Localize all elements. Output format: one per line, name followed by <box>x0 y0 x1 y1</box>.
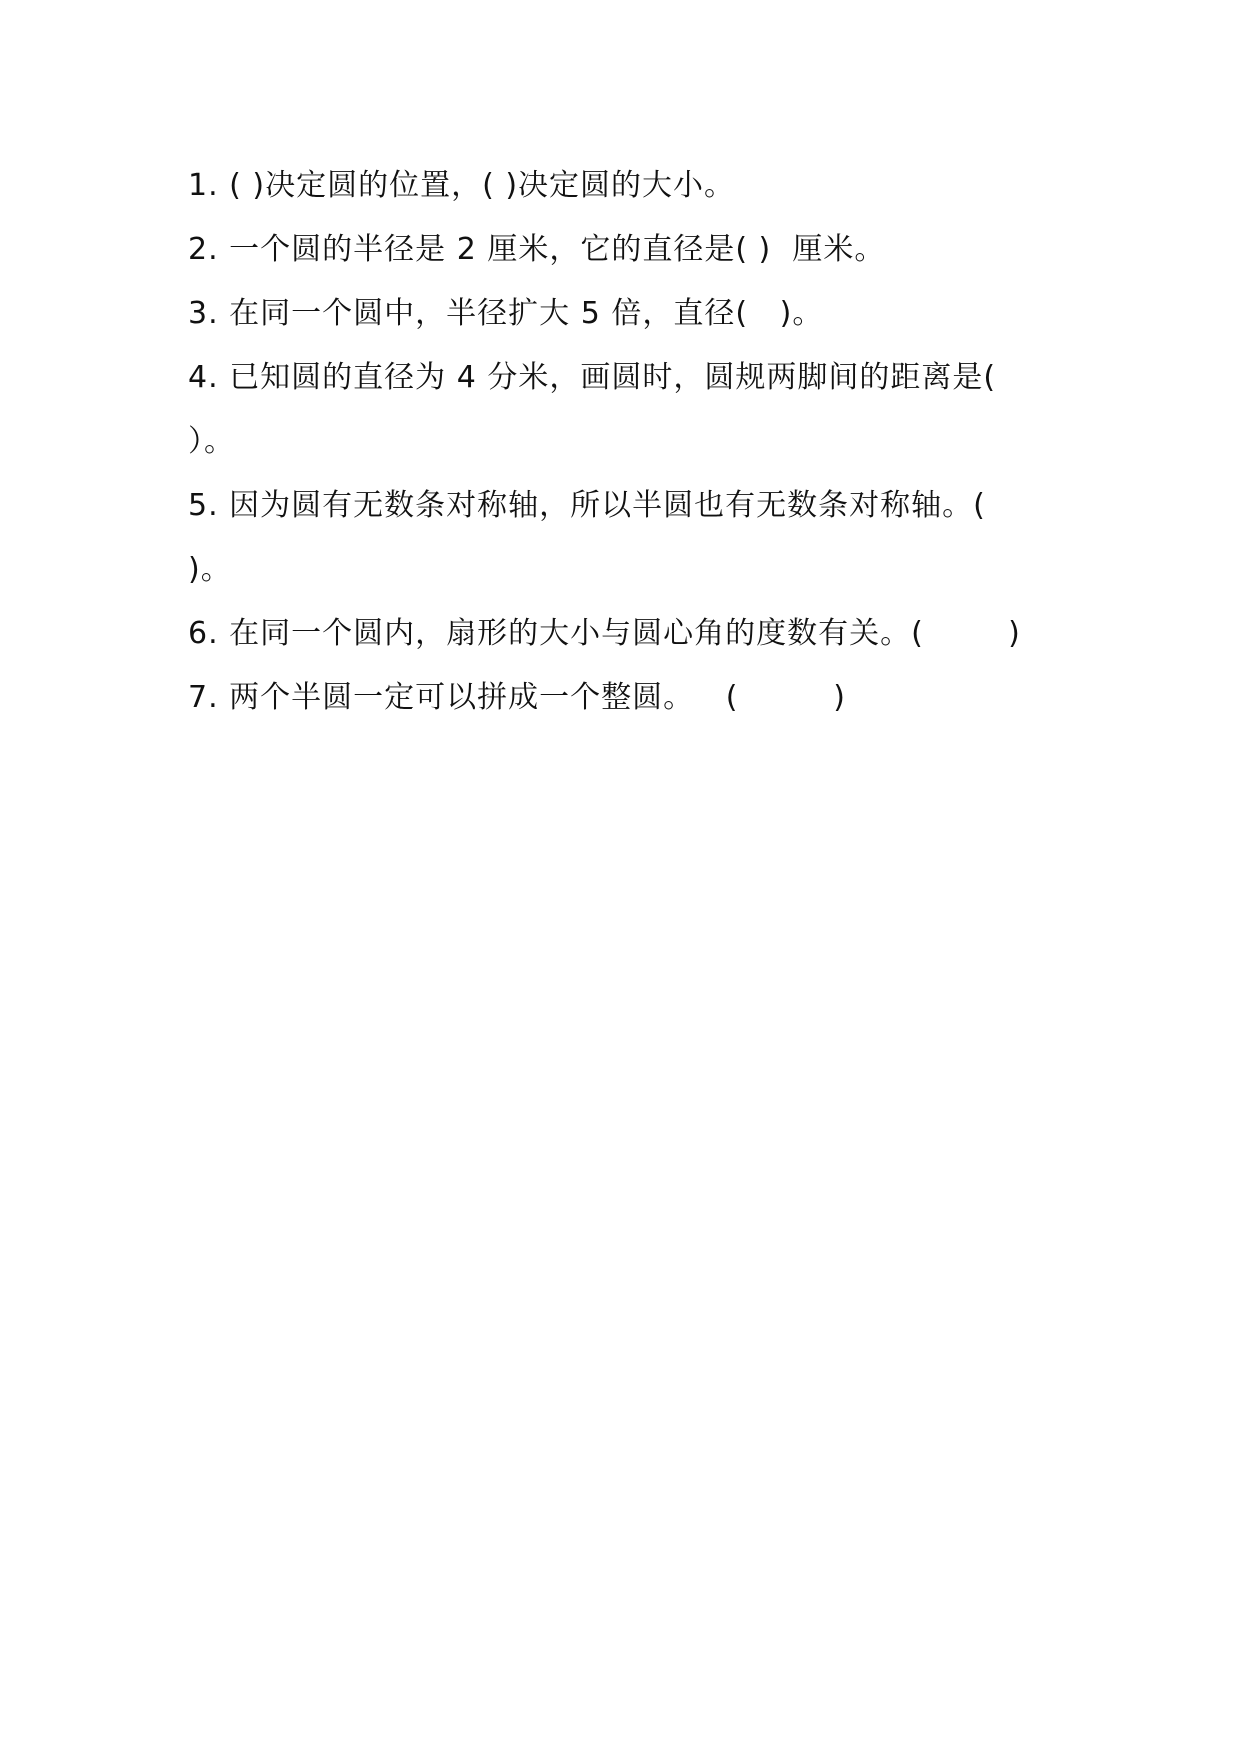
question-5-continuation: )。 <box>188 552 232 587</box>
question-2-line: 2. 一个圆的半径是 2 厘米，它的直径是( ) 厘米。 <box>188 232 886 267</box>
question-5-line: 5. 因为圆有无数条对称轴，所以半圆也有无数条对称轴。( <box>188 488 986 523</box>
question-4-line: 4. 已知圆的直径为 4 分米，画圆时，圆规两脚间的距离是( <box>188 360 997 395</box>
question-3-line: 3. 在同一个圆中，半径扩大 5 倍，直径( )。 <box>188 296 824 331</box>
question-7-line: 7. 两个半圆一定可以拼成一个整圆。 ( ) <box>188 680 847 715</box>
question-6-line: 6. 在同一个圆内，扇形的大小与圆心角的度数有关。( ) <box>188 616 1021 651</box>
question-list <box>188 154 1088 730</box>
question-1-line: 1. ( )决定圆的位置，( )决定圆的大小。 <box>188 168 736 203</box>
question-4-continuation: ）。 <box>188 424 235 459</box>
